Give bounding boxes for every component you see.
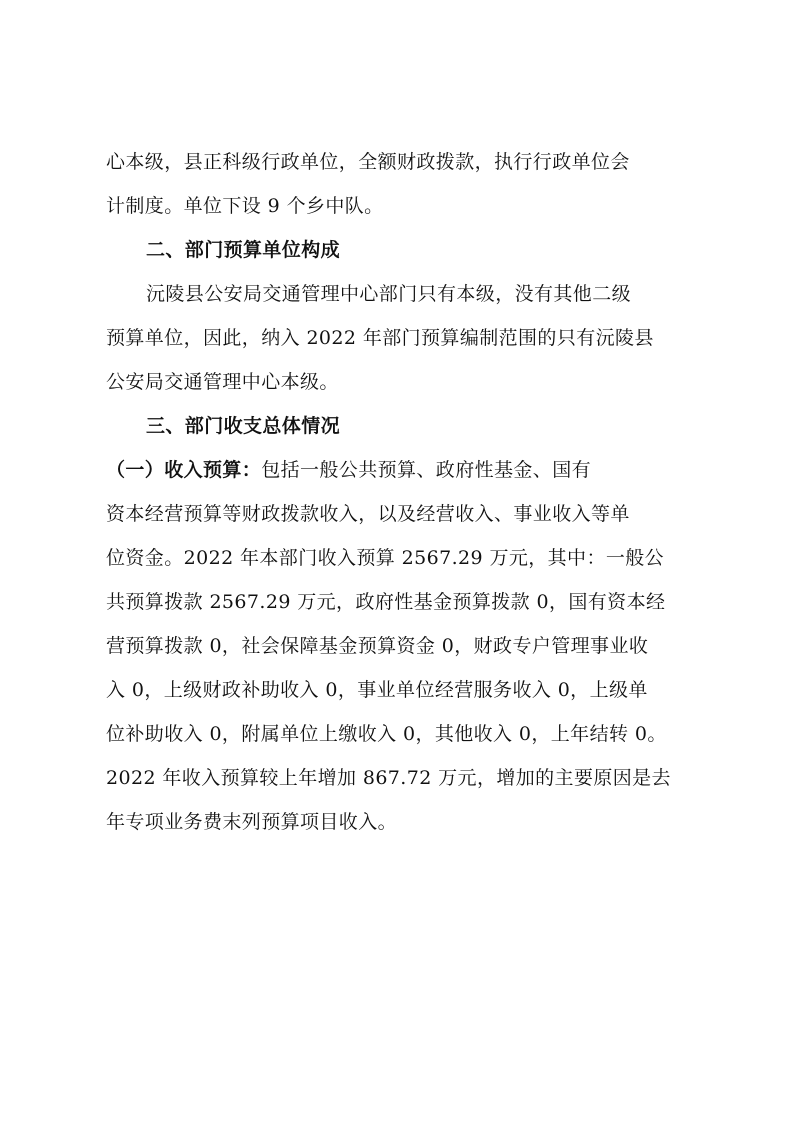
- section-heading: 二、部门预算单位构成: [146, 239, 341, 261]
- paragraph-line: 位资金。2022 年本部门收入预算 2567.29 万元，其中：一般公: [106, 547, 665, 569]
- paragraph-line: 公安局交通管理中心本级。: [106, 371, 339, 393]
- paragraph-line: 入 0，上级财政补助收入 0，事业单位经营服务收入 0，上级单: [106, 679, 648, 701]
- paragraph-line: 资本经营预算等财政拨款收入，以及经营收入、事业收入等单: [106, 503, 630, 525]
- paragraph-line: 共预算拨款 2567.29 万元，政府性基金预算拨款 0，国有资本经: [106, 591, 666, 613]
- paragraph-line: 营预算拨款 0，社会保障基金预算资金 0，财政专户管理事业收: [106, 635, 649, 657]
- paragraph-line: 年专项业务费末列预算项目收入。: [106, 811, 398, 833]
- paragraph-line: 心本级，县正科级行政单位，全额财政拨款，执行行政单位会: [106, 151, 630, 173]
- paragraph-line: [106, 448, 690, 492]
- paragraph-line: 2022 年收入预算较上年增加 867.72 万元，增加的主要原因是去: [106, 767, 671, 789]
- subsection-heading: （一）收入预算：: [106, 459, 262, 481]
- paragraph-line: 预算单位，因此，纳入 2022 年部门预算编制范围的只有沅陵县: [106, 327, 654, 349]
- paragraph-text: 包括一般公共预算、政府性基金、国有: [261, 459, 592, 481]
- paragraph-line: 沅陵县公安局交通管理中心部门只有本级，没有其他二级: [146, 283, 632, 305]
- paragraph-line: 位补助收入 0，附属单位上缴收入 0，其他收入 0，上年结转 0。: [106, 723, 667, 745]
- document-body: [106, 140, 690, 844]
- paragraph-line: 计制度。单位下设 9 个乡中队。: [106, 195, 384, 217]
- section-heading: 三、部门收支总体情况: [146, 415, 341, 437]
